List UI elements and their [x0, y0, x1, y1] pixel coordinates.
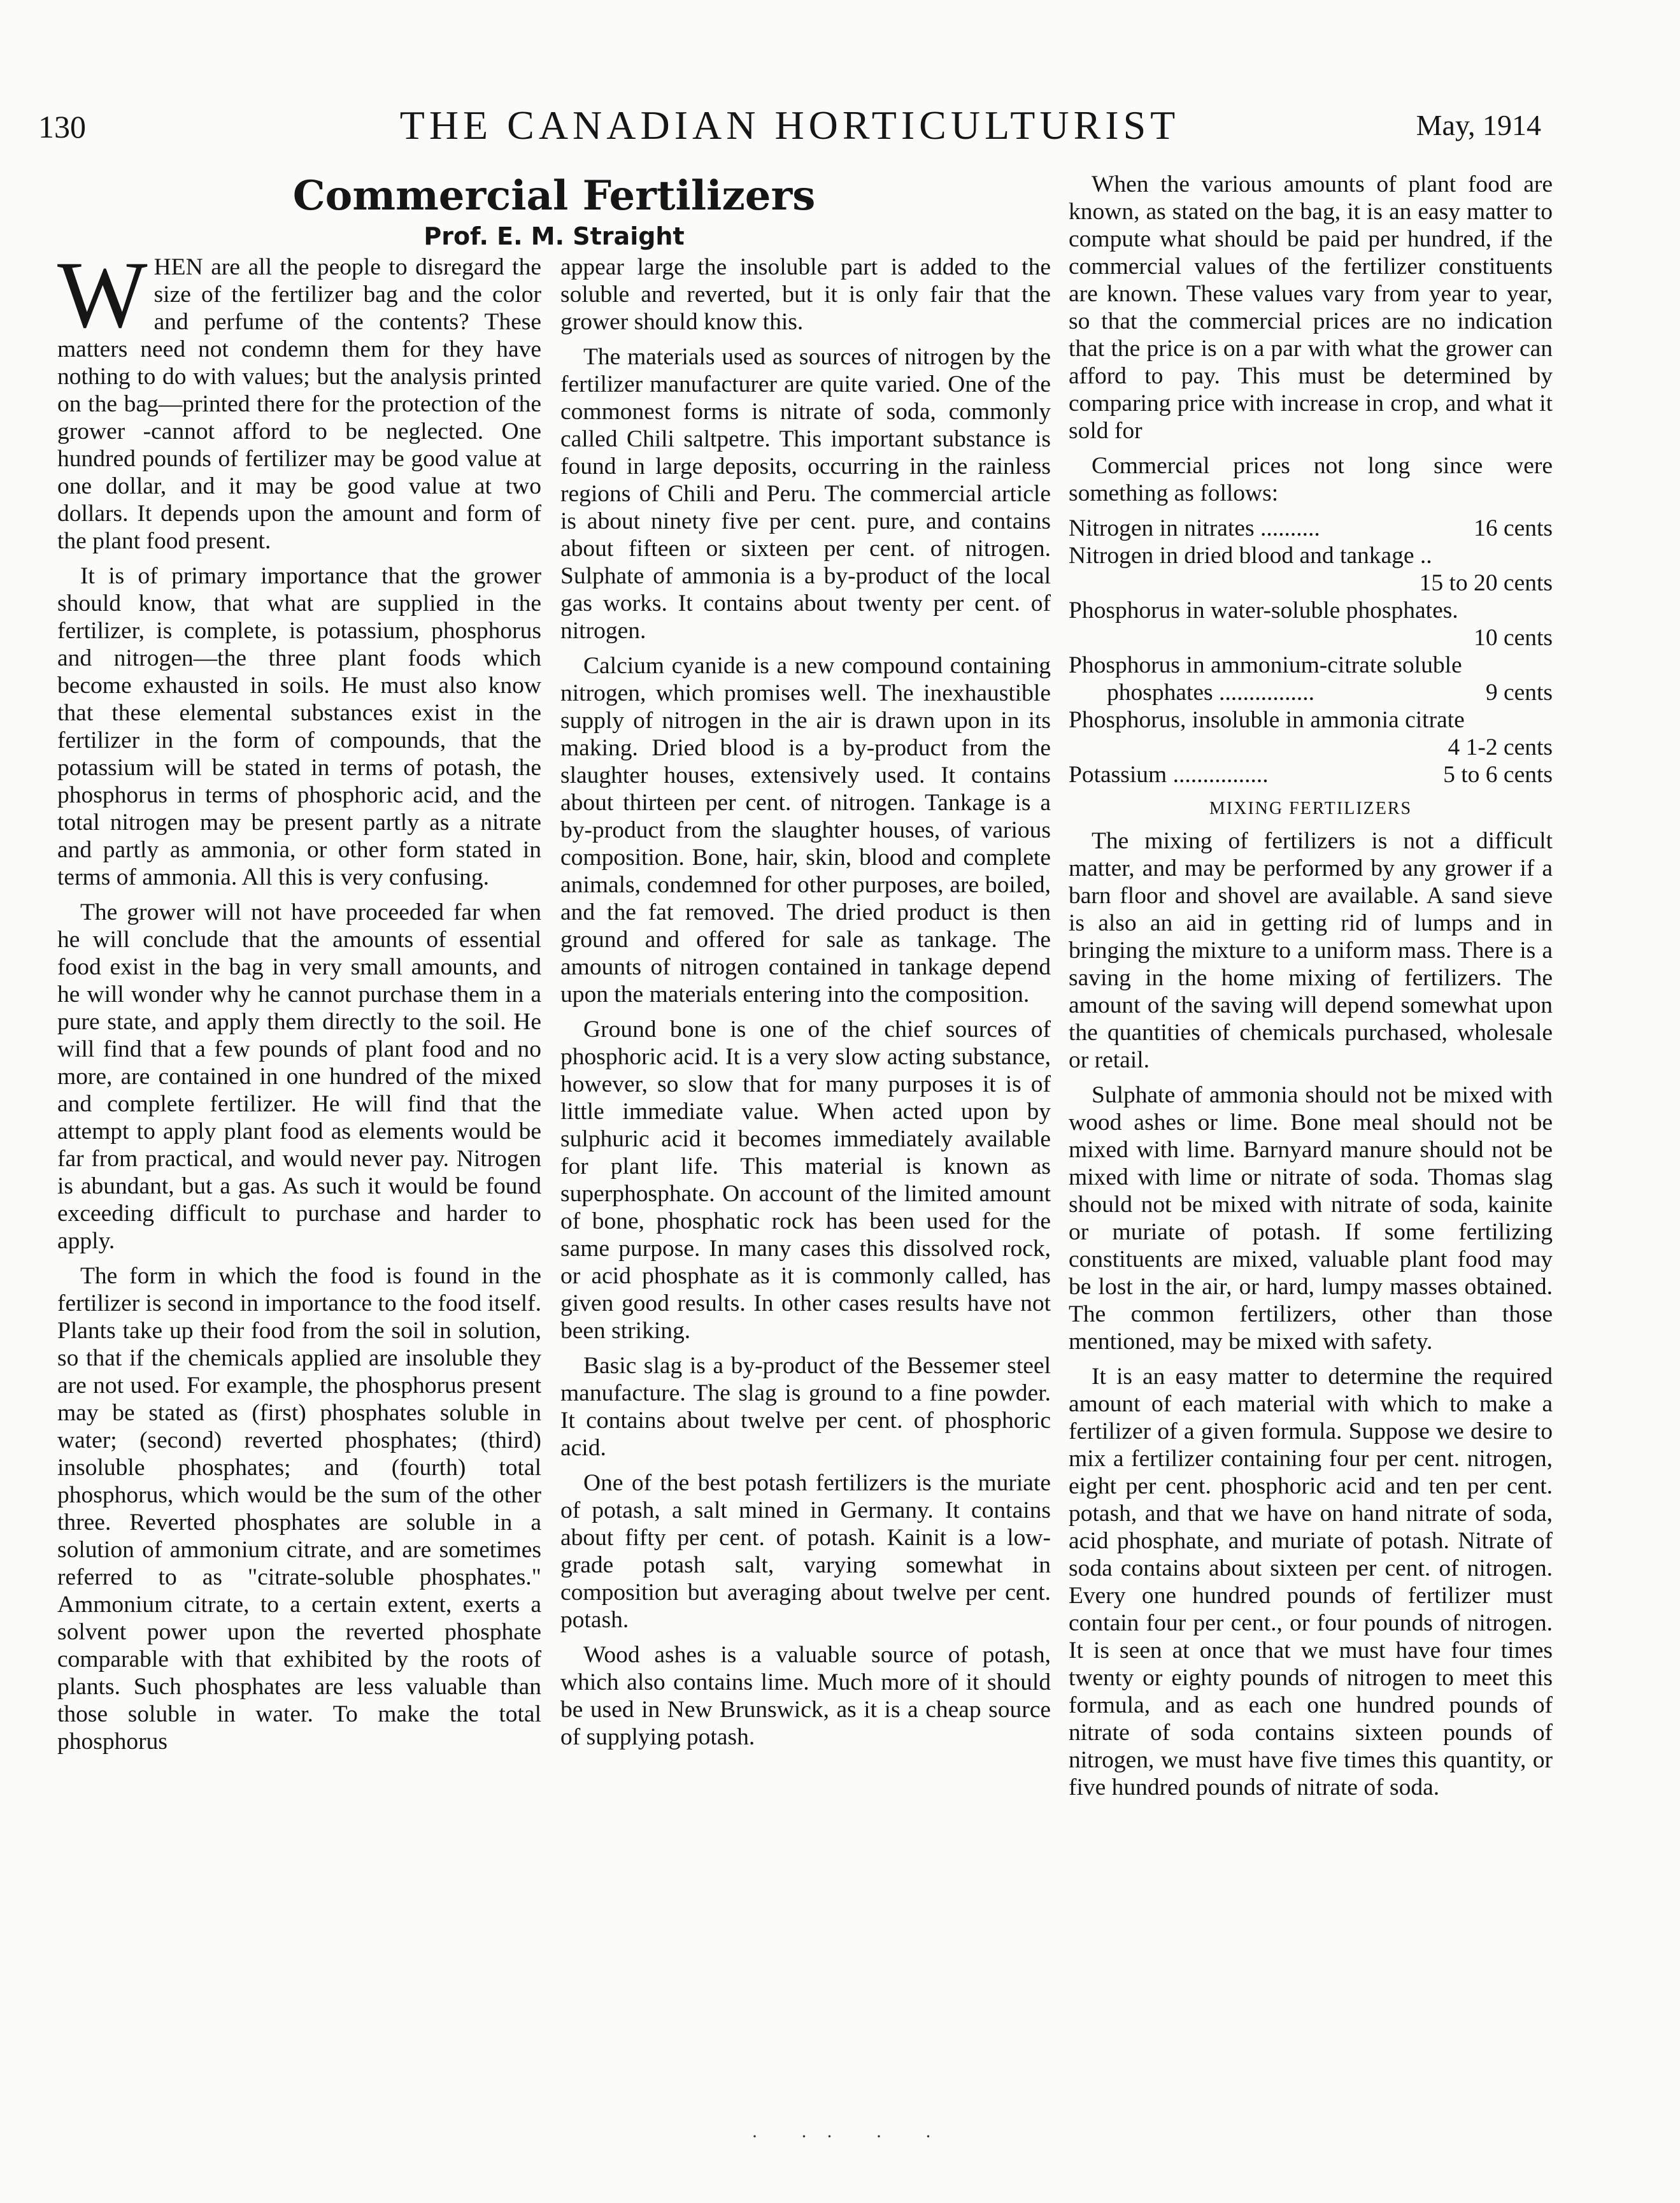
price-item [1069, 515, 1553, 542]
drop-cap: W [57, 242, 148, 348]
article-author: Prof. E. M. Straight [424, 222, 685, 250]
column-2 [560, 253, 1051, 1758]
price-value: 4 1-2 cents [1448, 734, 1553, 760]
paragraph: It is an easy matter to determine the required amount of each material with which to make a fertilizer of a given formula. Suppose we desire to mix a fertilizer containing four per cent. nitrogen, eight per cent. phosphoric acid and ten per cent. potash, and that we have on hand nitrate of soda, acid phosphate, and muriate of potash. Nitrate of soda contains about sixteen per cent. of nitrogen. Every one hundred pounds of fertilizer must contain four per cent., or four pounds of nitrogen. It is seen at once that we must have four times twenty or eighty pounds of nitrogen to meet this formula, and as each one hundred pounds of nitrate of soda contains sixteen pounds of nitrogen, we must have five times this quantity, or five hundred pounds of nitrate of soda. [1069, 1364, 1553, 1800]
article-title: Commercial Fertilizers [292, 172, 816, 220]
price-item [1069, 652, 1553, 679]
column-1 [57, 242, 541, 1763]
paragraph: Ground bone is one of the chief sources of phosphoric acid. It is a very slow acting substance, however, so slow that for many purposes it is of little immediate value. When acted upon by sulphuric acid it becomes immediately available for plant life. This material is known as superphosphate. On account of the limited amount of bone, phosphatic rock has been used for the same purpose. In many cases this dissolved rock, or acid phosphate as it is commonly called, has given good results. In other cases results have not been striking. [560, 1016, 1051, 1344]
price-item [1069, 761, 1553, 788]
paragraph: It is of primary importance that the grower should know, that what are supplied in the fertilizer, is complete, is potassium, phosphorus and nitrogen—the three plant foods which become exhausted in soils. He must also know that these elemental substances exist in the fertilizer in the form of compounds, that the potassium will be stated in terms of potash, the phosphorus in terms of phosphoric acid, and the total nitrogen may be present partly as a nitrate and partly as ammonia, or other form stated in terms of ammonia. All this is very confusing. [57, 563, 541, 890]
price-label: phosphates ................ [1107, 680, 1315, 706]
print-specks: · ·· · · [751, 2126, 951, 2147]
price-value: 16 cents [1474, 515, 1553, 541]
price-label: Nitrogen in nitrates .......... [1069, 515, 1320, 541]
paragraph: appear large the insoluble part is added to the soluble and reverted, but it is only fair that the grower should know this. [560, 254, 1051, 335]
paragraph: The grower will not have proceeded far when he will conclude that the amounts of essential food exist in the bag in very small amounts, and he will wonder why he cannot purchase them in a pure state, and apply them directly to the soil. He will find that a few pounds of plant food and no more, are contained in one hundred of the mixed and complete fertilizer. He will find that the attempt to apply plant food as elements would be far from practical, and would never pay. Nitrogen is abundant, but a gas. As such it would be found exceeding difficult to purchase and harder to apply. [57, 899, 541, 1254]
section-subheading: MIXING FERTILIZERS [1209, 799, 1413, 818]
paragraph: The form in which the food is found in the fertilizer is second in importance to the food itself. Plants take up their food from the soil in solution, so that if the chemicals applied are insoluble they are not used. For example, the phosphorus present may be stated as (first) phosphates soluble in water; (second) reverted phosphates; (third) insoluble phosphates; and (fourth) total phosphorus, which would be the sum of the other three. Reverted phosphates are soluble in a solution of ammonium citrate, and are sometimes referred to as "citrate-soluble phosphates." Ammonium citrate, to a certain extent, exerts a solvent power upon the reverted phosphate comparable with that exhibited by the roots of plants. Such phosphates are less valuable than those soluble in water. To make the total phosphorus [57, 1263, 541, 1755]
column-3 [1069, 171, 1553, 1809]
paragraph: WHEN are all the people to disregard the size of the fertilizer bag and the color and perfume of the contents? These matters need not condemn them for they have nothing to do with values; but the analysis printed on the bag—printed there for the protection of the grower -cannot afford to be neglected. One hundred pounds of fertilizer may be good value at one dollar, and it may be good value at two dollars. It depends upon the amount and form of the plant food present. [57, 242, 541, 554]
page-number: 130 [38, 109, 86, 145]
paragraph: The mixing of fertilizers is not a difficult matter, and may be performed by any grower if a barn floor and shovel are available. A sand sieve is also an aid in getting rid of lumps and in bringing the mixture to a uniform mass. There is a saving in the home mixing of fertilizers. The amount of the saving will depend somewhat upon the quantities of chemicals purchased, wholesale or retail. [1069, 828, 1553, 1073]
paragraph: The materials used as sources of nitrogen by the fertilizer manufacturer are quite varied. One of the commonest forms is nitrate of soda, commonly called Chili saltpetre. This important substance is found in large deposits, occurring in the rainless regions of Chili and Peru. The commercial article is about ninety five per cent. pure, and contains about fifteen or sixteen per cent. of nitrogen. Sulphate of ammonia is a by-product of the local gas works. It contains about twenty per cent. of nitrogen. [560, 344, 1051, 644]
issue-date: May, 1914 [1416, 109, 1541, 141]
price-value: 9 cents [1485, 680, 1553, 706]
paragraph: When the various amounts of plant food are known, as stated on the bag, it is an easy matter to compute what should be paid per hundred, if the commercial values of the fertilizer constituents are known. These values vary from year to year, so that the commercial prices are no indication that the price is on a par with what the grower can afford to pay. This must be determined by comparing price with increase in crop, and what it sold for [1069, 171, 1553, 444]
price-value: 10 cents [1474, 625, 1553, 651]
price-value: 5 to 6 cents [1443, 762, 1553, 788]
price-item [1069, 597, 1553, 652]
price-list [1069, 515, 1553, 788]
price-label: Potassium ................ [1069, 762, 1269, 788]
price-item [1069, 706, 1553, 761]
article-heading [57, 171, 1051, 251]
price-label: Phosphorus in water-soluble phosphates. [1069, 597, 1458, 624]
paragraph: One of the best potash fertilizers is the muriate of potash, a salt mined in Germany. It contains about fifty per cent. of potash. Kainit is a low-grade potash salt, varying somewhat in composition but averaging about twelve per cent. potash. [560, 1470, 1051, 1633]
price-label: Phosphorus, insoluble in ammonia citrate [1069, 707, 1465, 733]
paragraph: Wood ashes is a valuable source of potash, which also contains lime. Much more of it should be used in New Brunswick, as it is a cheap source of supplying potash. [560, 1642, 1051, 1750]
price-value: 15 to 20 cents [1419, 570, 1553, 596]
paragraph: Basic slag is a by-product of the Bessemer steel manufacture. The slag is ground to a fine powder. It contains about twelve per cent. of phosphoric acid. [560, 1353, 1051, 1461]
paragraph: Sulphate of ammonia should not be mixed with wood ashes or lime. Bone meal should not be mixed with lime. Barnyard manure should not be mixed with lime or nitrate of soda. Thomas slag should not be mixed with nitrate of soda, kainite or muriate of potash. If some fertilizing constituents are mixed, valuable plant food may be lost in the air, or hard, lumpy masses obtained. The common fertilizers, other than those mentioned, may be mixed with safety. [1069, 1082, 1553, 1355]
price-label: Phosphorus in ammonium-citrate soluble [1069, 652, 1462, 678]
paragraph: Commercial prices not long since were something as follows: [1069, 453, 1553, 506]
price-label: Nitrogen in dried blood and tankage .. [1069, 543, 1432, 569]
paragraph: Calcium cyanide is a new compound containing nitrogen, which promises well. The inexhaustible supply of nitrogen in the air is drawn upon in its making. Dried blood is a by-product from the slaughter houses, extensively used. It contains about thirteen per cent. of nitrogen. Tankage is a by-product from the slaughter houses, of various composition. Bone, hair, skin, blood and complete animals, condemned for other purposes, are boiled, and the fat removed. The dried product is then ground and offered for sale as tankage. The amounts of nitrogen contained in tankage depend upon the materials entering into the composition. [560, 653, 1051, 1008]
price-item [1069, 679, 1553, 706]
page-header [38, 102, 1541, 153]
magazine-title: THE CANADIAN HORTICULTURIST [399, 103, 1180, 148]
price-item [1069, 542, 1553, 597]
